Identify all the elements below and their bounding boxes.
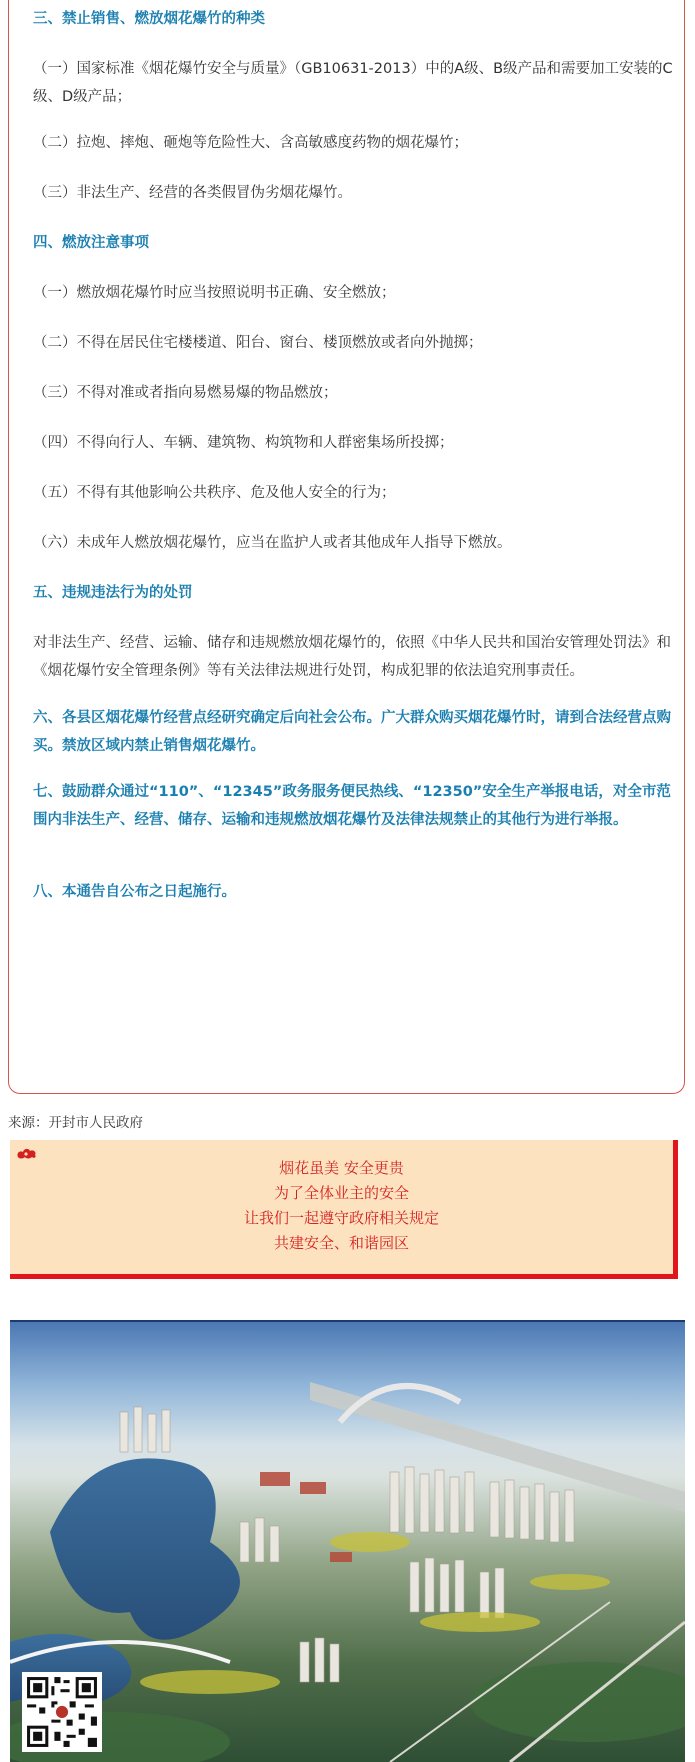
notice-card	[8, 0, 685, 1094]
qr-code-pattern	[24, 1674, 100, 1750]
community-aerial-rendering	[10, 1320, 685, 1762]
section-4-item-4: （四）不得向行人、车辆、建筑物、构筑物和人群密集场所投掷；	[33, 435, 454, 451]
section-6: 六、各县区烟花爆竹经营点经研究确定后向社会公布。广大群众购买烟花爆竹时，请到合法经营点购买。禁放区域内禁止销售烟花爆竹。	[33, 710, 671, 754]
section-4-item-1: （一）燃放烟花爆竹时应当按照说明书正确、安全燃放；	[33, 285, 396, 301]
qr-code	[22, 1672, 102, 1752]
source-line: 来源：开封市人民政府	[8, 1115, 143, 1131]
section-7: 七、鼓励群众通过“110”、“12345”政务服务便民热线、“12350”安全生产举报电话，对全市范围内非法生产、经营、储存、运输和违规燃放烟花爆竹及法律法规禁止的其他行为进行举报。	[33, 784, 671, 828]
safety-slogan-box	[10, 1140, 678, 1279]
aerial-scene	[10, 1322, 685, 1762]
slogan-line-2: 为了全体业主的安全	[273, 1184, 409, 1202]
section-3-title: 三、禁止销售、燃放烟花爆竹的种类	[33, 11, 265, 27]
section-8: 八、本通告自公布之日起施行。	[33, 884, 236, 900]
section-5-body: 对非法生产、经营、运输、储存和违规燃放烟花爆竹的，依照《中华人民共和国治安管理处罚法》和《烟花爆竹安全管理条例》等有关法律法规进行处罚，构成犯罪的依法追究刑事责任。	[33, 635, 671, 679]
slogan-line-1: 烟花虽美 安全更贵	[279, 1159, 404, 1177]
slogan-line-4: 共建安全、和谐园区	[273, 1234, 409, 1252]
section-4-item-3: （三）不得对准或者指向易燃易爆的物品燃放；	[33, 385, 338, 401]
section-4-item-2: （二）不得在居民住宅楼楼道、阳台、窗台、楼顶燃放或者向外抛掷；	[33, 335, 483, 351]
slogan-line-3: 让我们一起遵守政府相关规定	[243, 1209, 439, 1227]
section-5-title: 五、违规违法行为的处罚	[33, 585, 193, 601]
section-3-item-3: （三）非法生产、经营的各类假冒伪劣烟花爆竹。	[33, 185, 352, 201]
section-3-item-1: （一）国家标准《烟花爆竹安全与质量》（GB10631-2013）中的A级、B级产品和需要加工安装的C级、D级产品；	[33, 61, 673, 105]
section-4-item-5: （五）不得有其他影响公共秩序、危及他人安全的行为；	[33, 485, 396, 501]
section-3-item-2: （二）拉炮、摔炮、砸炮等危险性大、含高敏感度药物的烟花爆竹；	[33, 135, 468, 151]
section-4-title: 四、燃放注意事项	[33, 235, 149, 251]
section-4-item-6: （六）未成年人燃放烟花爆竹，应当在监护人或者其他成年人指导下燃放。	[33, 535, 512, 551]
